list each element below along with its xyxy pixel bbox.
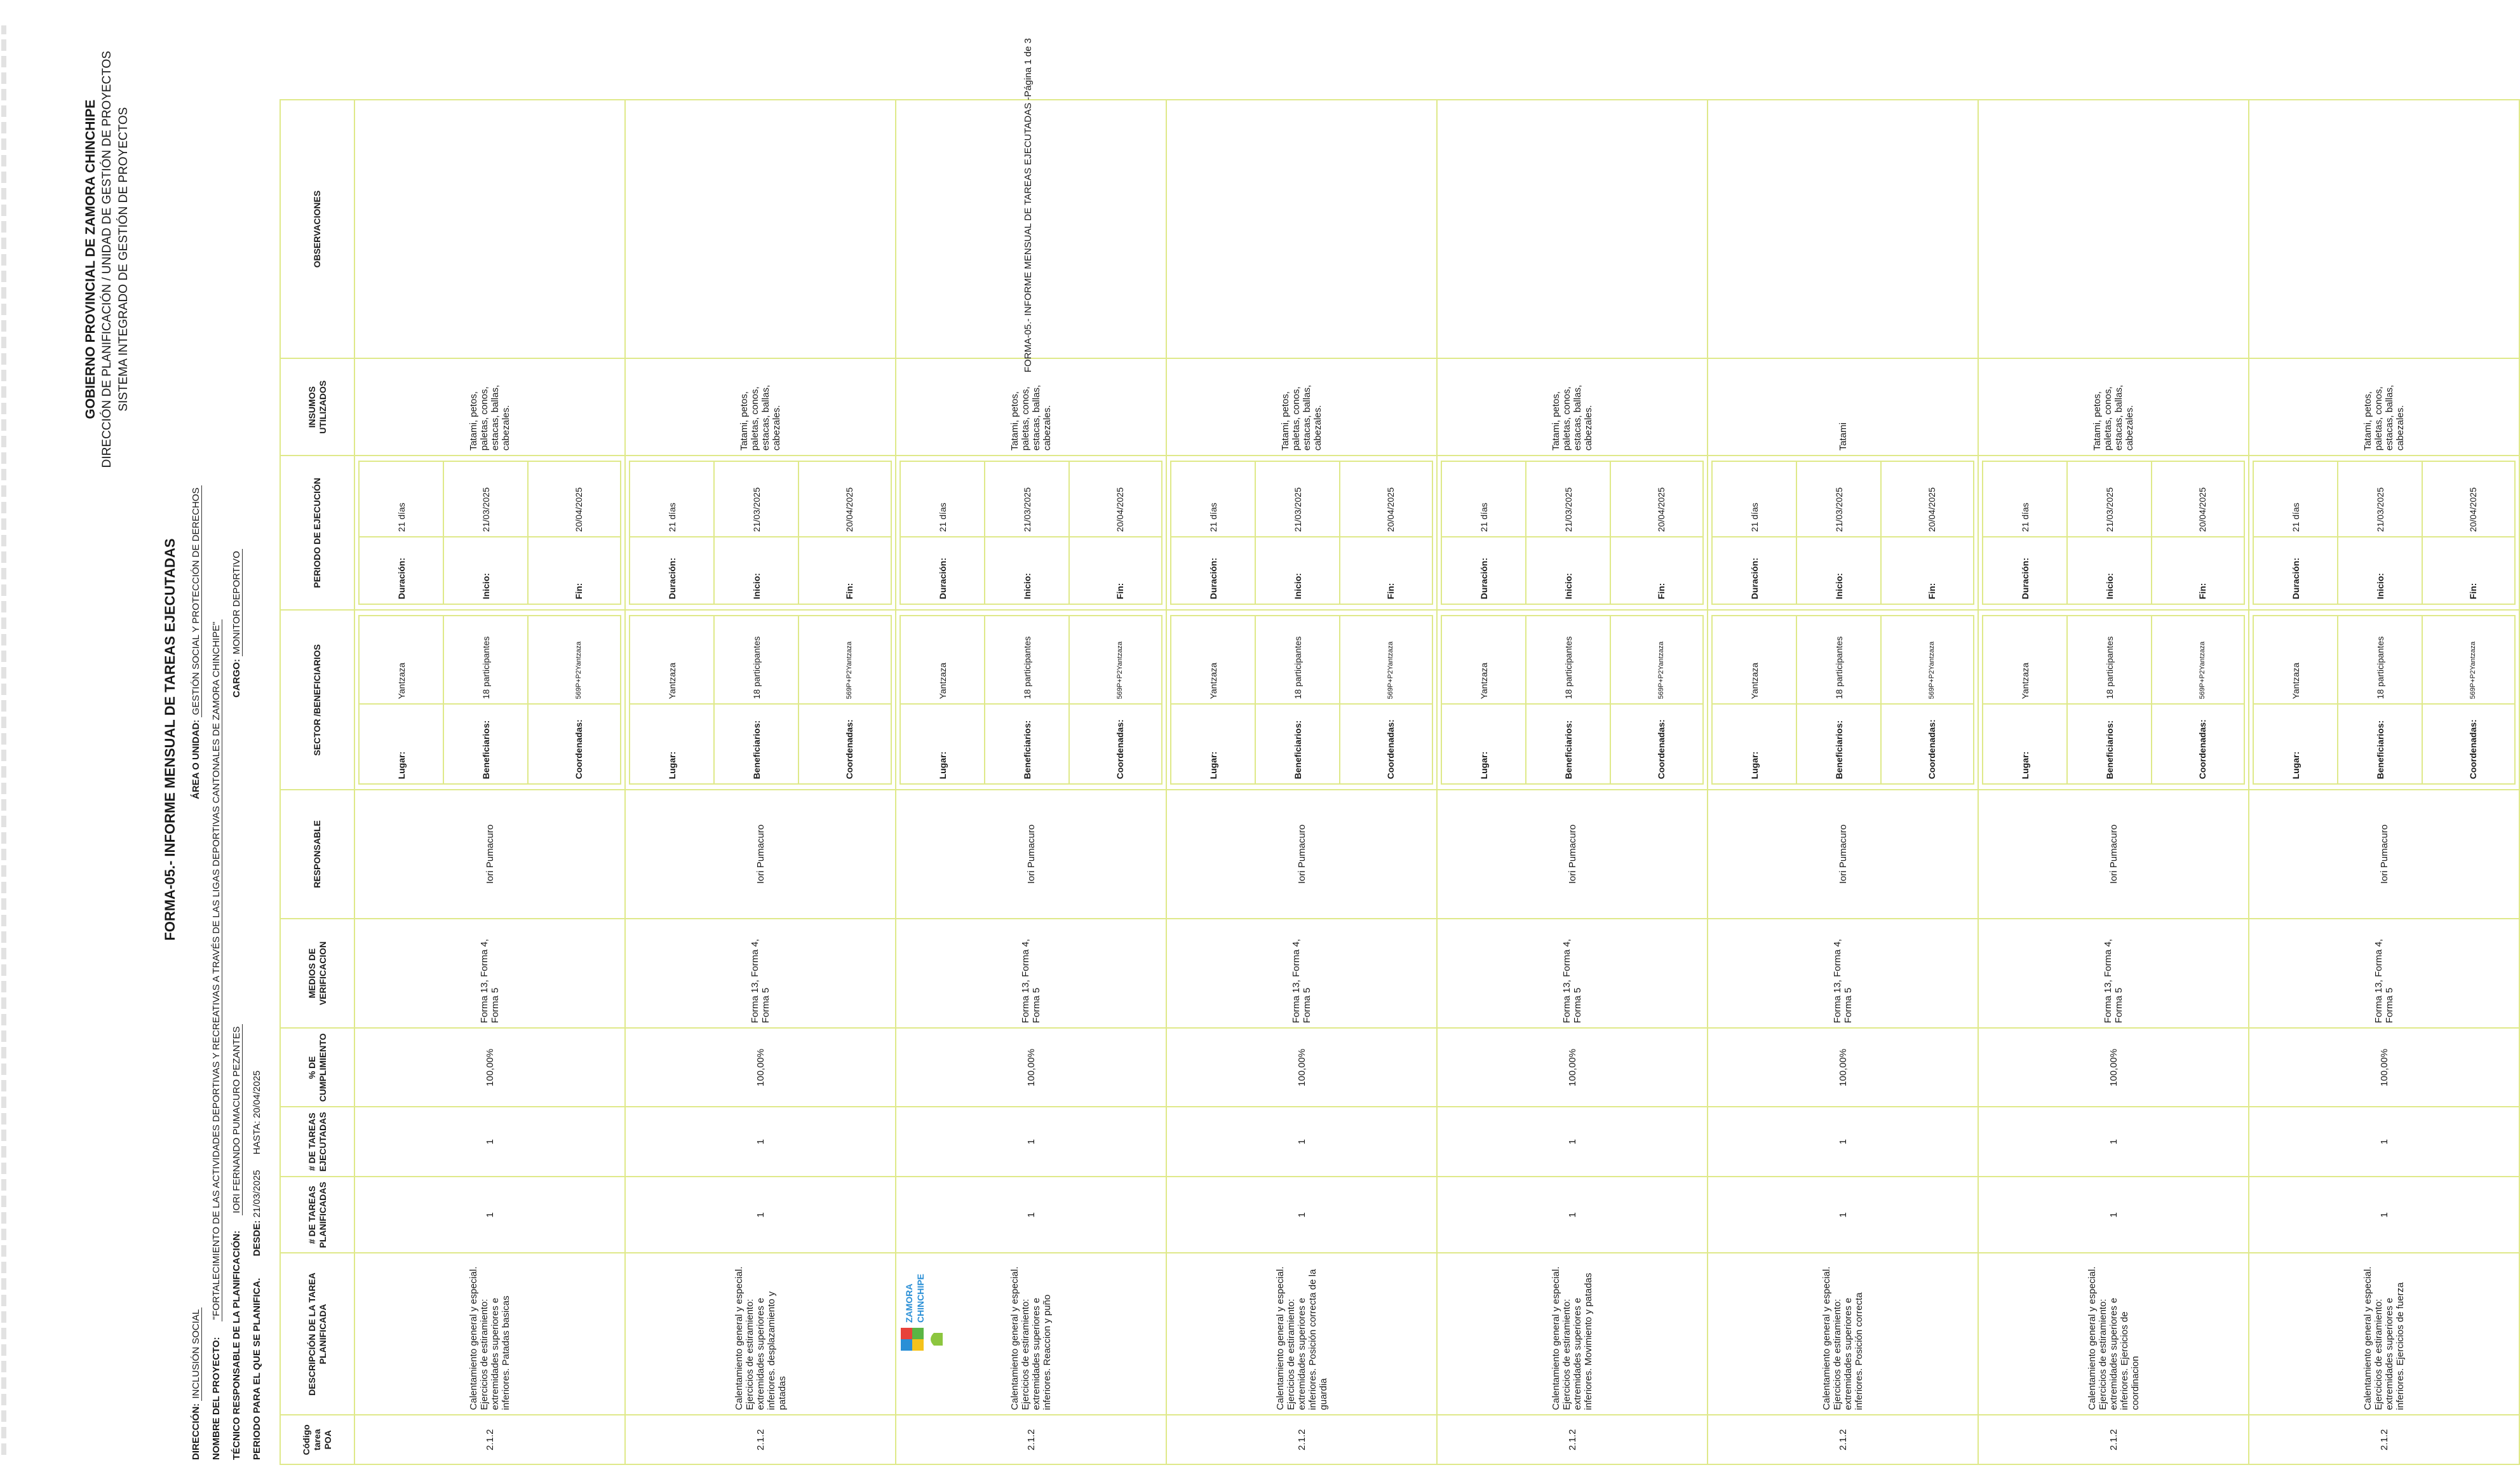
beneficiarios-value: 18 participantes [443, 616, 528, 704]
cell-periodo [625, 456, 896, 610]
cell-planificadas: 1 [354, 1177, 625, 1253]
duracion-label: Duración: [900, 537, 985, 604]
cell-medios: Forma 13, Forma 4, Forma 5 [1437, 919, 1708, 1029]
table-header-row [280, 100, 354, 1464]
logo-text-zamora: ZAMORA [904, 1283, 914, 1323]
fin-label: Fin: [1881, 537, 1974, 604]
header-observaciones: OBSERVACIONES [280, 100, 354, 358]
cell-sector [1166, 610, 1437, 790]
inicio-value: 21/03/2025 [1796, 461, 1881, 537]
cell-planificadas: 1 [1978, 1177, 2249, 1253]
lugar-label: Lugar: [359, 704, 443, 784]
hasta-value: 20/04/2025 [252, 1070, 262, 1119]
coordenadas-value: 569P+P2Yantzaza [1610, 616, 1703, 704]
cell-observaciones [1978, 100, 2249, 358]
direccion-field [191, 1307, 201, 1460]
cell-periodo [1437, 456, 1708, 610]
fin-label: Fin: [2152, 537, 2244, 604]
direccion-value: INCLUSIÓN SOCIAL [191, 1307, 202, 1401]
cell-medios: Forma 13, Forma 4, Forma 5 [2249, 919, 2519, 1029]
cell-responsable: Iori Pumacuro [625, 790, 896, 918]
fin-value: 20/04/2025 [1340, 461, 1432, 537]
cell-medios: Forma 13, Forma 4, Forma 5 [1708, 919, 1978, 1029]
cell-sector [896, 610, 1166, 790]
cell-cumplimiento: 100,00% [625, 1028, 896, 1107]
tecnico-label: TÉCNICO RESPONSABLE DE LA PLANIFICACIÓN: [231, 1230, 242, 1460]
cell-periodo [1978, 456, 2249, 610]
fin-label: Fin: [528, 537, 621, 604]
fin-label: Fin: [2422, 537, 2515, 604]
periodo-field [252, 1070, 262, 1460]
duracion-value: 21 días [1983, 461, 2067, 537]
coordenadas-label: Coordenadas: [1340, 704, 1432, 784]
coordenadas-label: Coordenadas: [798, 704, 891, 784]
cell-responsable: Iori Pumacuro [2249, 790, 2519, 918]
org-name: GOBIERNO PROVINCIAL DE ZAMORA CHINCHIPE [83, 99, 98, 419]
fin-value: 20/04/2025 [528, 461, 621, 537]
cell-descripcion: Calentamiento general y especial. Ejercicios de estiramiento: extremidades superiores e inferiores. Ejercicios de fuerza [2249, 1253, 2519, 1415]
form-title: FORMA-05.- INFORME MENSUAL DE TAREAS EJECUTADAS [162, 538, 178, 941]
coordenadas-value: 569P+P2Yantzaza [2422, 616, 2515, 704]
cell-descripcion: Calentamiento general y especial. Ejercicios de estiramiento: extremidades superiores e inferiores. desplazamiento y patadas [625, 1253, 896, 1415]
table-row [2249, 100, 2519, 1464]
beneficiarios-label: Beneficiarios: [1796, 704, 1881, 784]
tecnico-value: IORI FERNANDO PUMACURO PEZANTES [231, 1025, 243, 1215]
cell-ejecutadas: 1 [625, 1107, 896, 1177]
area-label: ÁREA O UNIDAD: [191, 719, 201, 799]
beneficiarios-value: 18 participantes [2067, 616, 2152, 704]
cell-medios: Forma 13, Forma 4, Forma 5 [1166, 919, 1437, 1029]
cell-planificadas: 1 [1166, 1177, 1437, 1253]
lugar-value: Yantzaza [359, 616, 443, 704]
area-value: GESTIÓN SOCIAL Y PROTECCIÓN DE DERECHOS [191, 485, 202, 717]
cell-periodo [2249, 456, 2519, 610]
lugar-value: Yantzaza [1983, 616, 2067, 704]
coordenadas-label: Coordenadas: [1881, 704, 1974, 784]
cell-descripcion: Calentamiento general y especial. Ejercicios de estiramiento: extremidades superiores e inferiores. Patadas basicas [354, 1253, 625, 1415]
beneficiarios-value: 18 participantes [714, 616, 798, 704]
duracion-value: 21 días [630, 461, 714, 537]
beneficiarios-label: Beneficiarios: [2338, 704, 2422, 784]
header-descripcion: DESCRIPCIÓN DE LA TAREA PLANIFICADA [280, 1253, 354, 1415]
area-field [191, 485, 201, 799]
inicio-label: Inicio: [985, 537, 1069, 604]
beneficiarios-value: 18 participantes [2338, 616, 2422, 704]
desde-label: DESDE: [252, 1220, 262, 1257]
inicio-value: 21/03/2025 [2338, 461, 2422, 537]
fin-label: Fin: [1610, 537, 1703, 604]
cell-insumos: Tatami, petos, paletas, conos, estacas, ballas, cabezales. [625, 358, 896, 456]
table-row [625, 100, 896, 1464]
cell-planificadas: 1 [896, 1177, 1166, 1253]
inicio-label: Inicio: [1255, 537, 1340, 604]
coordenadas-value: 569P+P2Yantzaza [2152, 616, 2244, 704]
coordenadas-value: 569P+P2Yantzaza [528, 616, 621, 704]
inicio-label: Inicio: [714, 537, 798, 604]
inicio-label: Inicio: [1526, 537, 1610, 604]
inicio-value: 21/03/2025 [1255, 461, 1340, 537]
cell-sector [625, 610, 896, 790]
inicio-label: Inicio: [2067, 537, 2152, 604]
cell-codigo: 2.1.2 [354, 1415, 625, 1464]
proyecto-label: NOMBRE DEL PROYECTO: [211, 1337, 222, 1460]
duracion-value: 21 días [1712, 461, 1796, 537]
tasks-table [280, 99, 2520, 1465]
lugar-label: Lugar: [1983, 704, 2067, 784]
fin-label: Fin: [1340, 537, 1432, 604]
fin-value: 20/04/2025 [1610, 461, 1703, 537]
cell-cumplimiento: 100,00% [1708, 1028, 1978, 1107]
cell-planificadas: 1 [2249, 1177, 2519, 1253]
cell-periodo [354, 456, 625, 610]
cell-ejecutadas: 1 [1978, 1107, 2249, 1177]
cell-observaciones [1708, 100, 1978, 358]
inicio-value: 21/03/2025 [714, 461, 798, 537]
duracion-label: Duración: [2253, 537, 2338, 604]
duracion-value: 21 días [900, 461, 985, 537]
cell-ejecutadas: 1 [1708, 1107, 1978, 1177]
cell-ejecutadas: 1 [2249, 1107, 2519, 1177]
cell-medios: Forma 13, Forma 4, Forma 5 [896, 919, 1166, 1029]
cell-periodo [1708, 456, 1978, 610]
cell-observaciones [1166, 100, 1437, 358]
duracion-value: 21 días [359, 461, 443, 537]
cell-planificadas: 1 [625, 1177, 896, 1253]
duracion-value: 21 días [1171, 461, 1255, 537]
coordenadas-label: Coordenadas: [1610, 704, 1703, 784]
cell-ejecutadas: 1 [354, 1107, 625, 1177]
duracion-value: 21 días [2253, 461, 2338, 537]
duracion-label: Duración: [1441, 537, 1526, 604]
lugar-value: Yantzaza [1712, 616, 1796, 704]
cell-responsable: Iori Pumacuro [354, 790, 625, 918]
cargo-field [231, 549, 242, 698]
fin-value: 20/04/2025 [2152, 461, 2244, 537]
scan-edge-mark [1, 25, 6, 1455]
cell-descripcion: Calentamiento general y especial. Ejercicios de estiramiento: extremidades superiores e inferiores. Posición correcta [1708, 1253, 1978, 1415]
lugar-value: Yantzaza [1171, 616, 1255, 704]
header-responsable: RESPONSABLE [280, 790, 354, 918]
header-cumplimiento: % DE CUMPLIMIENTO [280, 1028, 354, 1107]
coordenadas-label: Coordenadas: [2152, 704, 2244, 784]
lugar-value: Yantzaza [630, 616, 714, 704]
beneficiarios-value: 18 participantes [1526, 616, 1610, 704]
cell-medios: Forma 13, Forma 4, Forma 5 [625, 919, 896, 1029]
cell-ejecutadas: 1 [896, 1107, 1166, 1177]
cell-observaciones [625, 100, 896, 358]
lugar-label: Lugar: [1712, 704, 1796, 784]
lugar-label: Lugar: [900, 704, 985, 784]
cell-medios: Forma 13, Forma 4, Forma 5 [1978, 919, 2249, 1029]
cell-responsable: Iori Pumacuro [1437, 790, 1708, 918]
table-row [1708, 100, 1978, 1464]
beneficiarios-value: 18 participantes [985, 616, 1069, 704]
inicio-label: Inicio: [1796, 537, 1881, 604]
header-insumos: INSUMOS UTILIZADOS [280, 358, 354, 456]
cell-codigo: 2.1.2 [1166, 1415, 1437, 1464]
header-codigo: Código tarea POA [280, 1415, 354, 1464]
beneficiarios-label: Beneficiarios: [985, 704, 1069, 784]
beneficiarios-label: Beneficiarios: [714, 704, 798, 784]
cell-descripcion: Calentamiento general y especial. Ejercicios de estiramiento: extremidades superiores e inferiores. Posición correcta de la guardia [1166, 1253, 1437, 1415]
logo-text-chinchipe: CHINCHIPE [915, 1273, 926, 1323]
cell-cumplimiento: 100,00% [354, 1028, 625, 1107]
coordenadas-label: Coordenadas: [2422, 704, 2515, 784]
duracion-label: Duración: [1712, 537, 1796, 604]
cell-periodo [1166, 456, 1437, 610]
cell-cumplimiento: 100,00% [2249, 1028, 2519, 1107]
coordenadas-value: 569P+P2Yantzaza [798, 616, 891, 704]
header-periodo: PERIODO DE EJECUCIÓN [280, 456, 354, 610]
cell-cumplimiento: 100,00% [896, 1028, 1166, 1107]
beneficiarios-value: 18 participantes [1796, 616, 1881, 704]
lugar-value: Yantzaza [2253, 616, 2338, 704]
cell-sector [354, 610, 625, 790]
cell-codigo: 2.1.2 [2249, 1415, 2519, 1464]
cell-insumos: Tatami [1708, 358, 1978, 456]
fin-value: 20/04/2025 [2422, 461, 2515, 537]
beneficiarios-label: Beneficiarios: [1255, 704, 1340, 784]
beneficiarios-label: Beneficiarios: [1526, 704, 1610, 784]
coordenadas-value: 569P+P2Yantzaza [1881, 616, 1974, 704]
cell-codigo: 2.1.2 [1708, 1415, 1978, 1464]
lugar-label: Lugar: [2253, 704, 2338, 784]
header-planificadas: # DE TAREAS PLANIFICADAS [280, 1177, 354, 1253]
cell-ejecutadas: 1 [1166, 1107, 1437, 1177]
lugar-value: Yantzaza [900, 616, 985, 704]
cell-insumos: Tatami, petos, paletas, conos, estacas, ballas, cabezales. [1437, 358, 1708, 456]
cell-insumos: Tatami, petos, paletas, conos, estacas, ballas, cabezales. [1166, 358, 1437, 456]
cell-cumplimiento: 100,00% [1978, 1028, 2249, 1107]
cell-sector [2249, 610, 2519, 790]
lugar-label: Lugar: [630, 704, 714, 784]
fin-label: Fin: [1069, 537, 1162, 604]
tecnico-field [231, 1025, 242, 1461]
duracion-value: 21 días [1441, 461, 1526, 537]
org-department: DIRECCIÓN DE PLANIFICACIÓN / UNIDAD DE GESTIÓN DE PROYECTOS [100, 51, 114, 468]
fin-value: 20/04/2025 [1069, 461, 1162, 537]
cell-sector [1978, 610, 2249, 790]
table-row [1437, 100, 1708, 1464]
duracion-label: Duración: [1983, 537, 2067, 604]
inicio-value: 21/03/2025 [443, 461, 528, 537]
fin-value: 20/04/2025 [798, 461, 891, 537]
cargo-value: MONITOR DEPORTIVO [231, 549, 243, 656]
cell-descripcion: Calentamiento general y especial. Ejercicios de estiramiento: extremidades superiores e inferiores. Ejercicios de coordinacion [1978, 1253, 2249, 1415]
cell-sector [1708, 610, 1978, 790]
cell-insumos: Tatami, petos, paletas, conos, estacas, ballas, cabezales. [354, 358, 625, 456]
lugar-value: Yantzaza [1441, 616, 1526, 704]
cell-responsable: Iori Pumacuro [1166, 790, 1437, 918]
cell-observaciones [1437, 100, 1708, 358]
cell-medios: Forma 13, Forma 4, Forma 5 [354, 919, 625, 1029]
page-footer: FORMA-05.- INFORME MENSUAL DE TAREAS EJECUTADAS -Página 1 de 3 [1023, 38, 1034, 373]
table-row [1978, 100, 2249, 1464]
lugar-label: Lugar: [1171, 704, 1255, 784]
table-row [354, 100, 625, 1464]
periodo-label: PERIODO PARA EL QUE SE PLANIFICA. [252, 1278, 262, 1460]
org-system: SISTEMA INTEGRADO DE GESTIÓN DE PROYECTOS [117, 107, 130, 412]
cell-ejecutadas: 1 [1437, 1107, 1708, 1177]
cell-insumos: Tatami, petos, paletas, conos, estacas, ballas, cabezales. [2249, 358, 2519, 456]
cell-cumplimiento: 100,00% [1166, 1028, 1437, 1107]
duracion-label: Duración: [359, 537, 443, 604]
cell-cumplimiento: 100,00% [1437, 1028, 1708, 1107]
cell-responsable: Iori Pumacuro [1978, 790, 2249, 918]
fin-value: 20/04/2025 [1881, 461, 1974, 537]
cell-observaciones [2249, 100, 2519, 358]
organization-header [83, 51, 132, 468]
cell-planificadas: 1 [1437, 1177, 1708, 1253]
cargo-label: CARGO: [231, 659, 242, 698]
duracion-label: Duración: [630, 537, 714, 604]
direccion-label: DIRECCIÓN: [191, 1403, 201, 1460]
coordenadas-label: Coordenadas: [1069, 704, 1162, 784]
coordenadas-value: 569P+P2Yantzaza [1069, 616, 1162, 704]
proyecto-value: "FORTALECIMIENTO DE LAS ACTIVIDADES DEPORTIVAS Y RECREATIVAS A TRAVÉS DE LAS LIGAS DEPORTIVAS CANTONALES DE ZAMORA CHINCHIPE" [211, 619, 222, 1321]
proyecto-field [211, 619, 222, 1460]
cell-periodo [896, 456, 1166, 610]
beneficiarios-value: 18 participantes [1255, 616, 1340, 704]
cell-insumos: Tatami, petos, paletas, conos, estacas, ballas, cabezales. [1978, 358, 2249, 456]
header-medios: MEDIOS DE VERIFICACION [280, 919, 354, 1029]
coordenadas-value: 569P+P2Yantzaza [1340, 616, 1432, 704]
cell-codigo: 2.1.2 [1437, 1415, 1708, 1464]
cell-codigo: 2.1.2 [896, 1415, 1166, 1464]
header-sector: SECTOR /BENEFICIARIOS [280, 610, 354, 790]
cell-codigo: 2.1.2 [1978, 1415, 2249, 1464]
hasta-label: HASTA: [252, 1121, 262, 1155]
inicio-value: 21/03/2025 [1526, 461, 1610, 537]
cell-codigo: 2.1.2 [625, 1415, 896, 1464]
inicio-value: 21/03/2025 [985, 461, 1069, 537]
cell-observaciones [354, 100, 625, 358]
header-ejecutadas: # DE TAREAS EJECUTADAS [280, 1107, 354, 1177]
desde-value: 21/03/2025 [252, 1170, 262, 1218]
inicio-label: Inicio: [443, 537, 528, 604]
cell-responsable: Iori Pumacuro [1708, 790, 1978, 918]
duracion-label: Duración: [1171, 537, 1255, 604]
lugar-label: Lugar: [1441, 704, 1526, 784]
cell-responsable: Iori Pumacuro [896, 790, 1166, 918]
table-row [1166, 100, 1437, 1464]
cell-descripcion: Calentamiento general y especial. Ejercicios de estiramiento: extremidades superiores e inferiores. Reaccion y puño [896, 1253, 1166, 1415]
cell-planificadas: 1 [1708, 1177, 1978, 1253]
cell-descripcion: Calentamiento general y especial. Ejercicios de estiramiento: extremidades superiores e inferiores. Movimiento y patadas [1437, 1253, 1708, 1415]
inicio-label: Inicio: [2338, 537, 2422, 604]
cell-sector [1437, 610, 1708, 790]
beneficiarios-label: Beneficiarios: [443, 704, 528, 784]
coordenadas-label: Coordenadas: [528, 704, 621, 784]
fin-label: Fin: [798, 537, 891, 604]
cell-insumos: Tatami, petos, paletas, conos, estacas, ballas, cabezales. [896, 358, 1166, 456]
beneficiarios-label: Beneficiarios: [2067, 704, 2152, 784]
inicio-value: 21/03/2025 [2067, 461, 2152, 537]
